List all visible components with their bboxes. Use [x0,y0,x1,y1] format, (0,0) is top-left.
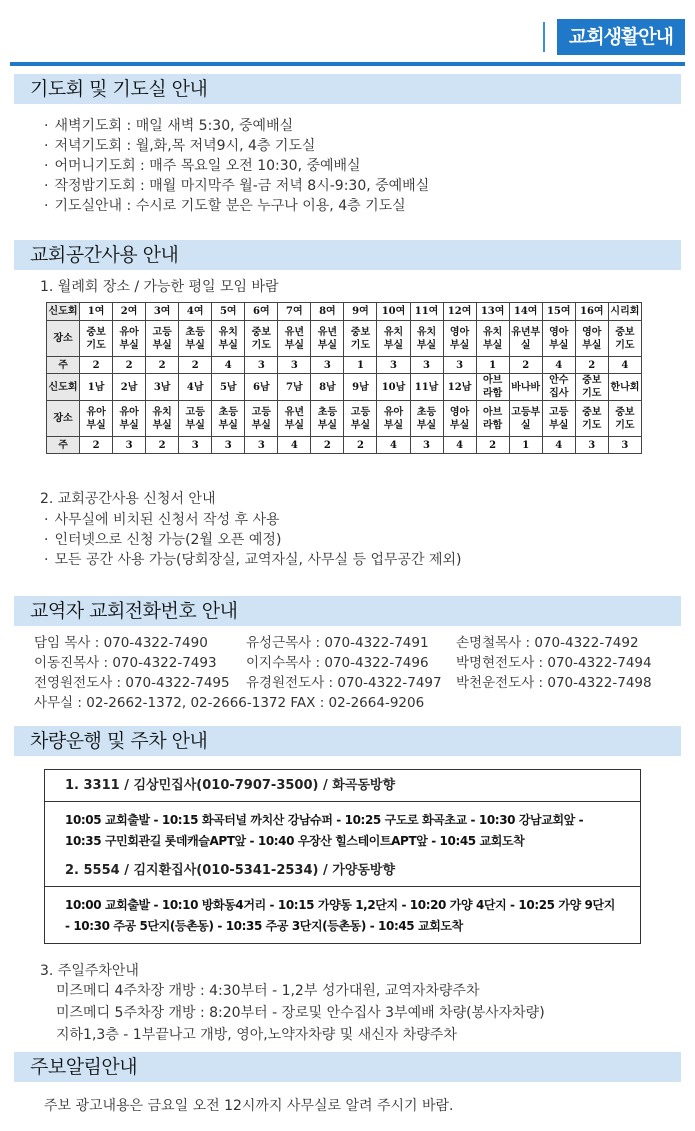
place-cell: 고등 부실 [344,401,377,437]
office-phone: 사무실 : 02-2662-1372, 02-2666-1372 FAX : 02-2664-9206 [34,695,425,711]
place-cell: 영아 부실 [542,321,575,357]
parking-title: 3. 주일주차안내 [40,963,139,979]
week-cell: 4 [542,437,575,454]
week-cell: 2 [179,357,212,374]
contact-entry: 전영원전도사 : 070-4322-7495 [34,675,230,691]
group-cell: 15여 [542,303,575,321]
week-cell: 2 [344,437,377,454]
contact-entry: 박명현전도사 : 070-4322-7494 [456,655,652,671]
space-section-title: 교회공간사용 안내 [14,240,681,270]
contacts-section-title: 교역자 교회전화번호 안내 [14,596,681,626]
group-cell: 12여 [443,303,476,321]
group-row [47,303,642,321]
prayer-section-title: 기도회 및 기도실 안내 [14,74,681,104]
list-item: · 인터넷으로 신청 가능(2월 오픈 예정) [44,530,462,550]
contact-list [34,633,674,713]
group-cell: 1남 [80,374,113,401]
contact-entry: 유경원전도사 : 070-4322-7497 [246,675,442,691]
group-cell: 4여 [179,303,212,321]
place-cell: 초등 부실 [311,401,344,437]
group-cell: 9남 [344,374,377,401]
week-cell: 1 [509,437,542,454]
week-cell: 2 [476,437,509,454]
week-cell: 4 [377,437,410,454]
group-cell: 2여 [113,303,146,321]
week-cell: 2 [311,437,344,454]
parking-item: 지하1,3층 - 1부끝나고 개방, 영아,노약자차량 및 새신자 차량주차 [56,1027,457,1043]
place-cell: 유아 부실 [113,321,146,357]
week-cell: 3 [410,357,443,374]
group-cell: 6여 [245,303,278,321]
parking-item: 미즈메디 4주차장 개방 : 4:30부터 - 1,2부 성가대원, 교역자차량주차 [56,983,480,999]
place-cell: 유치 부실 [146,401,179,437]
week-cell: 1 [344,357,377,374]
group-cell: 11여 [410,303,443,321]
route-title: 2. 5554 / 김지환집사(010-5341-2534) / 가양동방향 [45,855,640,887]
week-cell: 4 [542,357,575,374]
place-cell: 중보 기도 [245,321,278,357]
group-row [47,374,642,401]
week-cell: 3 [377,357,410,374]
week-cell: 3 [443,357,476,374]
group-cell: 11남 [410,374,443,401]
header-divider [543,22,545,52]
week-cell: 4 [278,437,311,454]
contact-entry: 유성근목사 : 070-4322-7491 [246,635,429,651]
week-cell: 4 [608,357,641,374]
bulletin-notice: 주보 광고내용은 금요일 오전 12시까지 사무실로 알려 주시기 바람. [44,1098,454,1114]
contact-row [34,653,674,673]
group-header: 신도회 [47,374,80,401]
route-schedule: 10:00 교회출발 - 10:10 방화동4거리 - 10:15 가양동 1,2단지 - 10:20 가양 4단지 - 10:25 가양 9단지 - 10:30 주공 5단지(등촌동) - 10:35 주공 3단지(등촌동) - 10:45 교회도착 [65,898,615,933]
list-item: · 어머니기도회 : 매주 목요일 오전 10:30, 중예배실 [44,156,429,176]
place-cell: 유아 부실 [377,401,410,437]
week-header: 주 [47,437,80,454]
place-cell: 영아 부실 [575,321,608,357]
contact-entry: 이지수목사 : 070-4322-7496 [246,655,429,671]
place-cell: 영아 부실 [443,401,476,437]
week-cell: 3 [245,437,278,454]
week-cell: 3 [311,357,344,374]
list-item: · 새벽기도회 : 매일 새벽 5:30, 중예배실 [44,116,429,136]
place-header: 장소 [47,321,80,357]
week-cell: 3 [113,437,146,454]
place-cell: 유아 부실 [113,401,146,437]
group-cell: 10여 [377,303,410,321]
route-schedule: 10:05 교회출발 - 10:15 화곡터널 까치산 강남슈퍼 - 10:25 구도로 화곡초교 - 10:30 강남교회앞 - 10:35 구민회관길 롯데캐슬APT앞 - 10:40 우장산 힐스테이트APT앞 - 10:45 교회도착 [65,813,584,848]
week-cell: 2 [80,437,113,454]
space-application-list [44,510,462,570]
route-title: 1. 3311 / 김상민집사(010-7907-3500) / 화곡동방향 [45,770,640,802]
week-cell: 2 [146,437,179,454]
group-cell: 9여 [344,303,377,321]
bulletin-section-title: 주보알림안내 [14,1052,681,1082]
place-cell: 초등 부실 [410,401,443,437]
contact-row [34,633,674,653]
place-cell: 유아 부실 [80,401,113,437]
list-item: · 저녁기도회 : 월,화,목 저녁9시, 4층 기도실 [44,136,429,156]
group-cell: 16여 [575,303,608,321]
space-subtitle-2: 2. 교회공간사용 신청서 안내 [40,491,216,507]
vehicle-section-title: 차량운행 및 주차 안내 [14,726,681,756]
place-cell: 고등 부실 [146,321,179,357]
week-cell: 3 [278,357,311,374]
week-cell: 2 [509,357,542,374]
group-cell: 7남 [278,374,311,401]
place-cell: 유치 부실 [476,321,509,357]
list-item: · 작정밤기도회 : 매월 마지막주 월-금 저녁 8시-9:30, 중예배실 [44,176,429,196]
place-cell: 유치 부실 [410,321,443,357]
group-cell: 7여 [278,303,311,321]
contact-entry: 담임 목사 : 070-4322-7490 [34,635,208,651]
place-cell: 유년 부실 [278,401,311,437]
week-cell: 2 [113,357,146,374]
place-cell: 중보 기도 [608,321,641,357]
group-cell: 13여 [476,303,509,321]
contact-row [34,673,674,693]
group-cell: 8남 [311,374,344,401]
week-cell: 2 [146,357,179,374]
week-cell: 4 [443,437,476,454]
place-cell: 유년 부실 [311,321,344,357]
week-cell: 2 [575,357,608,374]
place-header: 장소 [47,401,80,437]
place-cell: 고등 부실 [542,401,575,437]
week-cell: 3 [608,437,641,454]
place-cell: 중보 기도 [344,321,377,357]
place-cell: 중보 기도 [80,321,113,357]
list-item: · 모든 공간 사용 가능(당회장실, 교역자실, 사무실 등 업무공간 제외) [44,550,462,570]
week-cell: 3 [212,437,245,454]
group-cell: 2남 [113,374,146,401]
contact-entry: 이동진목사 : 070-4322-7493 [34,655,217,671]
week-cell: 3 [575,437,608,454]
contact-entry: 박천운전도사 : 070-4322-7498 [456,675,652,691]
week-row [47,357,642,374]
place-cell: 유치 부실 [212,321,245,357]
place-row [47,401,642,437]
list-item: · 사무실에 비치된 신청서 작성 후 사용 [44,510,462,530]
place-cell: 고등부 실 [509,401,542,437]
group-cell: 8여 [311,303,344,321]
list-item: · 기도실안내 : 수시로 기도할 분은 누구나 이용, 4층 기도실 [44,196,429,216]
space-subtitle-1: 1. 월례회 장소 / 가능한 평일 모임 바람 [40,279,279,295]
place-cell: 고등 부실 [245,401,278,437]
group-cell: 1여 [80,303,113,321]
top-rule [10,62,685,66]
group-cell: 5여 [212,303,245,321]
route-card-2 [44,855,641,944]
group-cell: 5남 [212,374,245,401]
place-cell: 초등 부실 [179,321,212,357]
group-cell: 12남 [443,374,476,401]
group-cell: 14여 [509,303,542,321]
week-cell: 4 [212,357,245,374]
place-cell: 고등 부실 [179,401,212,437]
week-cell: 3 [410,437,443,454]
group-cell: 시리회 [608,303,641,321]
group-cell: 한나회 [608,374,641,401]
week-cell: 1 [476,357,509,374]
group-cell: 아브 라함 [476,374,509,401]
group-cell: 안수 집사 [542,374,575,401]
group-cell: 3남 [146,374,179,401]
place-cell: 중보 기도 [608,401,641,437]
week-cell: 2 [80,357,113,374]
week-cell: 3 [245,357,278,374]
contact-entry: 손명철목사 : 070-4322-7492 [456,635,639,651]
place-row [47,321,642,357]
place-cell: 아브 라함 [476,401,509,437]
group-cell: 10남 [377,374,410,401]
week-row [47,437,642,454]
prayer-list [44,116,429,216]
place-cell: 영아 부실 [443,321,476,357]
page-badge: 교회생활안내 [557,19,685,55]
week-header: 주 [47,357,80,374]
group-cell: 6남 [245,374,278,401]
place-cell: 유치 부실 [377,321,410,357]
week-cell: 3 [179,437,212,454]
route-card-1 [44,769,641,859]
place-cell: 유년부 실 [509,321,542,357]
group-cell: 중보 기도 [575,374,608,401]
place-cell: 중보 기도 [575,401,608,437]
parking-list [56,980,545,1046]
group-cell: 바나바 [509,374,542,401]
group-header: 신도회 [47,303,80,321]
group-cell: 4남 [179,374,212,401]
place-cell: 초등 부실 [212,401,245,437]
meeting-room-table [46,302,642,454]
parking-item: 미즈메디 5주차장 개방 : 8:20부터 - 장로및 안수집사 3부예배 차량(봉사자차량) [56,1005,545,1021]
place-cell: 유년 부실 [278,321,311,357]
group-cell: 3여 [146,303,179,321]
